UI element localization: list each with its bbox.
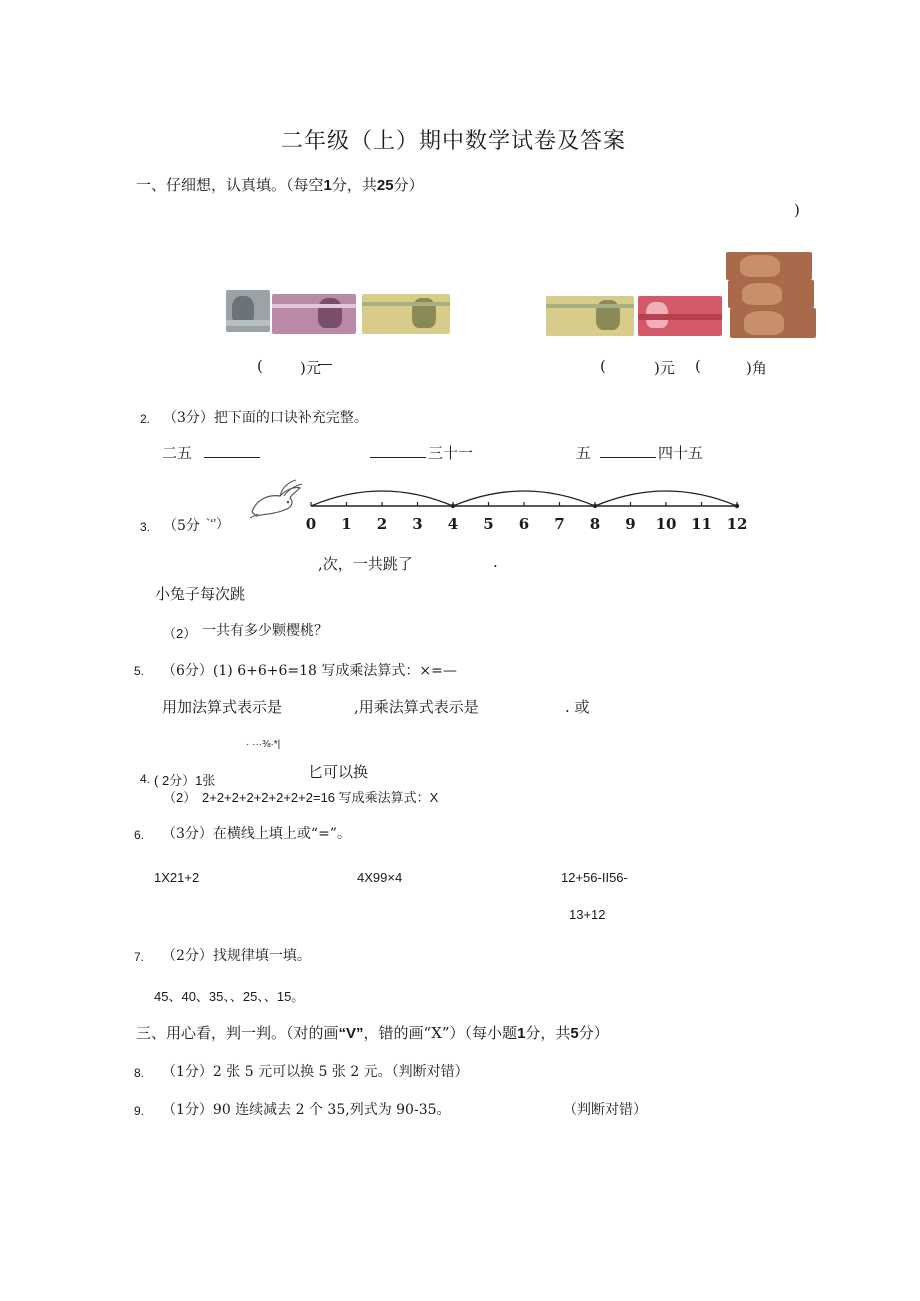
number-line-tick-label: 5: [483, 515, 494, 533]
number-line-tick-label: 4: [447, 515, 459, 533]
section1-mid: 分，共: [331, 176, 377, 194]
q9-number: 9.: [134, 1104, 145, 1118]
q4-text: ( 2分）1张: [154, 773, 216, 788]
q5-sub2: （2）: [163, 790, 197, 805]
q3-blank-text: ,次，一共跳了: [318, 555, 413, 573]
q8-text: （1分）2 张 5 元可以换 5 张 2 元。（判断对错）: [162, 1064, 469, 1080]
section1-n1: 1: [323, 177, 332, 194]
number-line-tick-label: 9: [625, 515, 636, 533]
q2-item1: 二五: [162, 444, 193, 462]
q5-noise: · ···⅜·*|: [246, 739, 281, 750]
page-title: 二年级（上）期中数学试卷及答案: [281, 129, 627, 154]
q7-sequence: 45、40、35、、25、、15。: [154, 989, 305, 1004]
q6-item-c: 12+56-II56-: [561, 870, 628, 885]
q5-line2a: 用加法算式表示是: [162, 698, 283, 716]
q2-item3-b: 四十五: [658, 444, 704, 462]
number-line-tick-label: 6: [518, 515, 530, 533]
q2-blank1: [204, 457, 260, 458]
q4-number: 4.: [140, 772, 151, 786]
section3-n2: 5: [570, 1025, 579, 1042]
section1-text: 一、仔细想，认真填。（每空: [136, 176, 324, 194]
number-line: [300, 476, 760, 536]
section3-text: 三、用心看，判一判。（对的画: [136, 1024, 339, 1042]
q6-text: （3分）在横线上填上或“=”。: [162, 826, 351, 842]
section3-heading: [136, 1022, 609, 1043]
q7-number: 7.: [134, 950, 145, 964]
number-line-tick-label: 3: [412, 515, 423, 533]
money1-close: )元: [300, 359, 321, 377]
q5-line2c: . 或: [565, 698, 590, 716]
q2-blank3: [600, 457, 656, 458]
q5-line2b: ,用乘法算式表示是: [354, 698, 479, 716]
q5-sub2-text: 2+2+2+2+2+2+2+2=16 写成乘法算式：X: [202, 790, 439, 805]
section3-n1: 1: [517, 1025, 526, 1042]
q3-sub2-text: 一共有多少颗樱桃？: [202, 623, 328, 639]
money2-open2: (: [695, 357, 701, 375]
q4-text2: 匕可以换: [308, 763, 369, 781]
q6-item-b: 4X99×4: [357, 870, 403, 885]
section1-heading: [136, 174, 424, 195]
banknote-purple: [272, 294, 356, 334]
number-line-tick-label: 12: [726, 515, 748, 533]
q3-dot: .: [493, 553, 498, 571]
money2-close: )角: [746, 359, 767, 377]
number-line-tick-label: 10: [655, 515, 677, 533]
banknote-brown-1: [726, 252, 812, 280]
q8-number: 8.: [134, 1066, 145, 1080]
money2-mid: )元: [654, 359, 675, 377]
q6-item-d: 13+12: [569, 907, 606, 922]
q9-text: （1分）90 连续减去 2 个 35,列式为 90-35。: [162, 1102, 451, 1118]
q3-rabbit-text: 小兔子每次跳: [155, 585, 246, 603]
section3-mid: ，错的画“X”）（每小题: [363, 1024, 518, 1042]
section1-end: 分）: [393, 176, 424, 194]
q6-item-a: 1X21+2: [154, 870, 200, 885]
banknote-red: [638, 296, 722, 336]
q2-item3-a: 五: [576, 444, 592, 462]
money2-open: (: [600, 357, 606, 375]
q3-number: 3.: [140, 520, 151, 534]
q3-sub2: （2）: [163, 626, 197, 641]
q7-text: （2分）找规律填一填。: [162, 948, 311, 964]
q3-text: （5分: [163, 518, 200, 534]
banknote-brown-2: [728, 280, 814, 308]
q9-judge: （判断对错）: [563, 1102, 647, 1118]
number-line-tick-label: 7: [554, 515, 565, 533]
q5-number: 5.: [134, 664, 145, 678]
section3-end: 分）: [578, 1024, 609, 1042]
q2-text: （3分）把下面的口诀补充完整。: [163, 410, 368, 426]
banknote-green-2: [546, 296, 634, 336]
q3-text2: `‘’）: [206, 516, 230, 531]
number-line-tick-label: 11: [691, 515, 712, 533]
number-line-tick-label: 2: [376, 515, 388, 533]
number-line-tick-label: 8: [589, 515, 601, 533]
q2-item2: 三十一: [428, 444, 474, 462]
number-line-tick-label: 0: [305, 515, 317, 533]
q2-blank2: [370, 457, 426, 458]
banknote-gray: [226, 290, 270, 332]
banknote-brown-3: [730, 308, 816, 338]
q2-number: 2.: [140, 412, 151, 426]
q5-text: （6分）(1) 6+6+6=18 写成乘法算式：×=—: [162, 663, 457, 679]
number-line-tick-label: 1: [341, 515, 352, 533]
q6-number: 6.: [134, 828, 145, 842]
money1-dash: [318, 364, 332, 365]
money1-open: (: [257, 357, 263, 375]
banknote-green: [362, 294, 450, 334]
stray-paren: ): [794, 201, 800, 219]
section3-mid2: 分，共: [525, 1024, 571, 1042]
number-line-jump-point: [735, 504, 739, 508]
section1-n2: 25: [376, 177, 394, 194]
rabbit-icon: [246, 478, 304, 520]
section3-v: “V”: [338, 1025, 364, 1042]
